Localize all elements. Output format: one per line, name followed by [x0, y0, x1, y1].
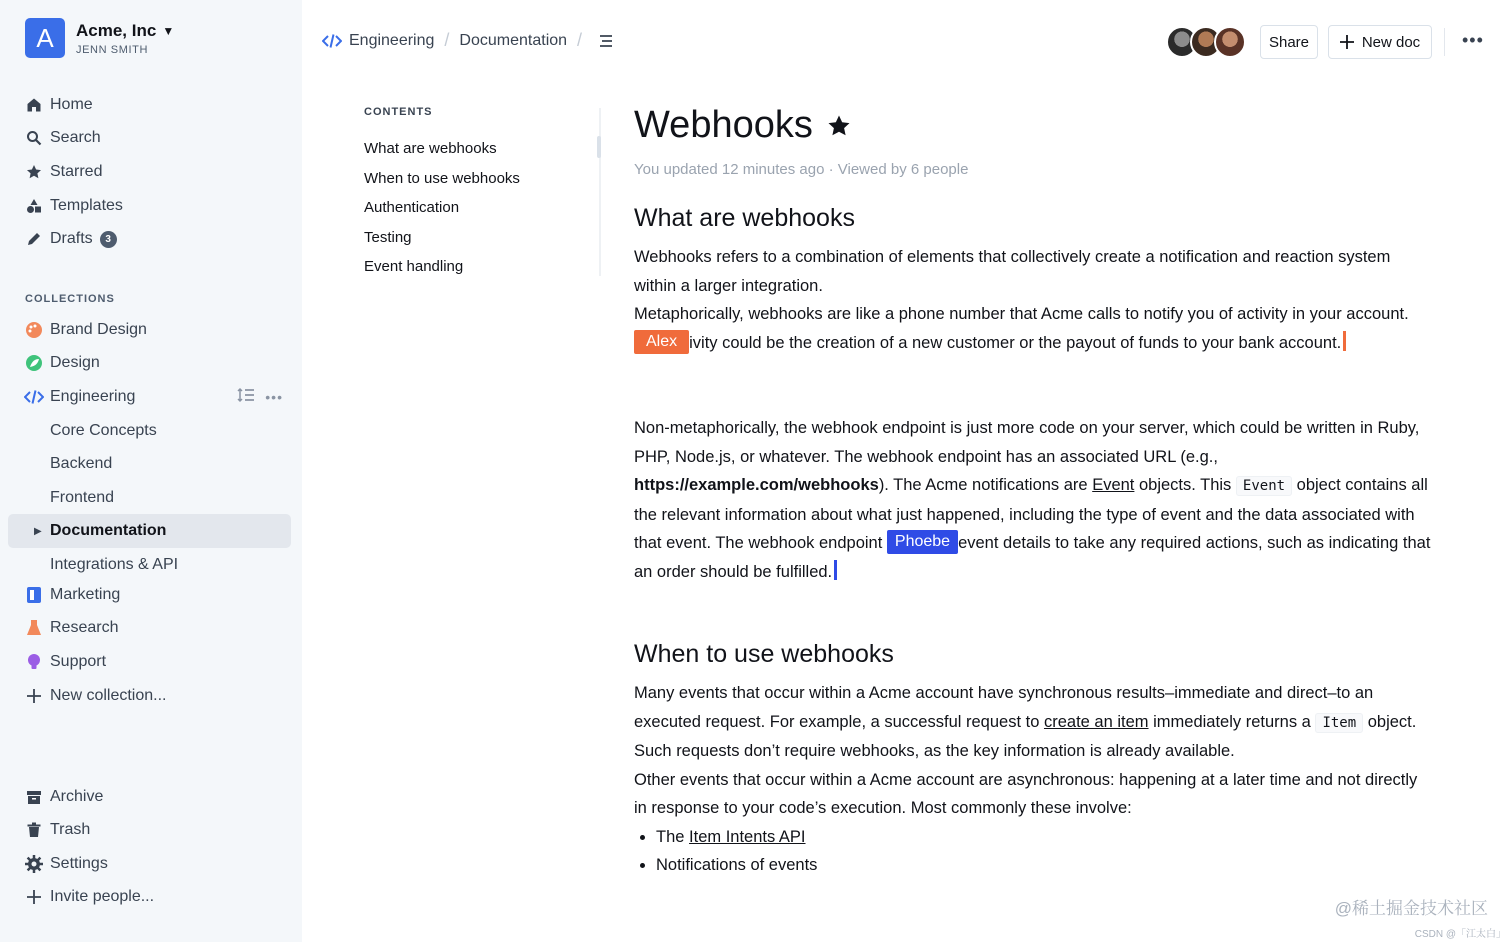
more-icon[interactable]: ••• [265, 389, 283, 405]
toc-item[interactable]: What are webhooks [364, 140, 497, 157]
doc-documentation[interactable] [8, 514, 291, 548]
doc-frontend-label: Frontend [50, 489, 115, 506]
toc-item[interactable]: Authentication [364, 199, 460, 216]
home-icon [24, 95, 44, 115]
doc-backend[interactable] [8, 447, 291, 481]
create-item-link[interactable]: create an item [1043, 712, 1149, 731]
list-text: The [656, 827, 690, 846]
collection-research[interactable] [8, 611, 291, 645]
inline-code: Event [1236, 476, 1292, 496]
sidebar [0, 0, 302, 942]
shapes-icon [24, 196, 44, 216]
toc-item[interactable]: Event handling [364, 258, 464, 275]
collection-brand-design[interactable] [8, 313, 291, 347]
breadcrumb-doc[interactable]: Documentation [459, 31, 568, 49]
nav-drafts-label: Drafts [50, 230, 93, 247]
watermark: CSDN @「江太白」 [1414, 929, 1506, 940]
invite-people-label: Invite people... [50, 888, 155, 905]
event-link[interactable]: Event [1092, 476, 1135, 494]
invite-people[interactable] [8, 880, 291, 914]
nav-starred[interactable] [8, 155, 291, 189]
collaborator-caret [1343, 331, 1346, 351]
collaborator-caret [834, 560, 837, 580]
paragraph-text: ). The Acme notifications are [878, 476, 1093, 494]
list-item: • Notifications of events [656, 851, 1434, 880]
paragraph-text: Non-metaphorically, the webhook endpoint is just more code on your server, which could be written in Ruby, PHP, Node.js, or whatever. The webhook endpoint has an associated URL (e.g., [634, 419, 1420, 466]
paragraph: Other events that occur within a Acme account are asynchronous: happening at a later time and not directly in response to your code’s execution. Most commonly these involve: [634, 770, 1418, 817]
nav-settings[interactable] [8, 847, 291, 881]
breadcrumb-separator: / [577, 30, 583, 50]
collection-brand-design-label: Brand Design [50, 321, 147, 338]
watermark: @稀土掘金技术社区 [1334, 899, 1488, 918]
nav-trash-label: Trash [50, 821, 91, 838]
new-collection-label: New collection... [50, 687, 167, 704]
paragraph-text: ivity could be the creation of a new customer or the payout of funds to your bank account. [689, 333, 1342, 352]
menu-icon[interactable] [598, 34, 614, 48]
breadcrumb [322, 30, 614, 51]
paragraph [634, 300, 1434, 357]
doc-frontend[interactable] [8, 481, 291, 515]
paragraph-text: event details to take any required actions, such as indicating that an order should be fulfilled. [634, 534, 1431, 581]
doc-core-concepts[interactable] [8, 414, 291, 448]
toc-heading: CONTENTS [364, 106, 433, 118]
table-of-contents [364, 106, 604, 288]
leaf-icon [24, 353, 44, 373]
breadcrumb-separator: / [444, 30, 450, 50]
toc-rail [599, 108, 601, 276]
doc-integrations[interactable] [8, 548, 291, 582]
breadcrumb-collection[interactable] [322, 32, 434, 50]
header-divider [1444, 28, 1445, 56]
collections-heading: COLLECTIONS [25, 293, 115, 305]
nav-archive-label: Archive [50, 788, 104, 805]
collection-engineering-label: Engineering [50, 388, 136, 405]
caret-down-icon: ▼ [162, 23, 175, 38]
cursor-label-alex: Alex [634, 330, 689, 354]
nav-home[interactable] [8, 88, 291, 122]
flask-icon [24, 618, 44, 638]
doc-core-concepts-label: Core Concepts [50, 422, 157, 439]
item-intents-link[interactable]: Item Intents API [689, 827, 806, 846]
sort-icon[interactable] [237, 387, 255, 408]
more-icon[interactable]: ••• [1462, 30, 1484, 50]
plus-icon [24, 887, 44, 907]
paragraph-text: Many events that occur within a Acme account have synchronous results–immediate and direct–to an executed request. For example, a successful request to [634, 684, 1374, 731]
inline-code: Item [1315, 713, 1363, 733]
paragraph-text: object. Such requests don’t require webhooks, as the key information is already available. [634, 712, 1417, 760]
nav-trash[interactable] [8, 813, 291, 847]
doc-documentation-label: Documentation [50, 522, 167, 539]
star-icon[interactable] [827, 114, 851, 138]
collection-support-label: Support [50, 653, 107, 670]
doc-integrations-label: Integrations & API [50, 556, 179, 573]
collection-research-label: Research [50, 619, 119, 636]
nav-search[interactable] [8, 121, 291, 155]
share-button[interactable]: Share [1260, 25, 1318, 59]
paragraph-text: Metaphorically, webhooks are like a phone number that Acme calls to notify you of activity in your account. [634, 305, 1409, 323]
paragraph [634, 679, 1434, 766]
code-icon [322, 33, 342, 49]
team-logo: A [25, 18, 65, 58]
doc-meta: You updated 12 minutes ago · Viewed by 6 people [634, 161, 969, 178]
plus-icon [24, 686, 44, 706]
team-name: Acme, Inc [76, 20, 157, 40]
team-switcher[interactable] [25, 18, 174, 58]
star-icon [24, 162, 44, 182]
nav-settings-label: Settings [50, 855, 108, 872]
paragraph-text: immediately returns a [1148, 712, 1316, 731]
archive-icon [24, 787, 44, 807]
cursor-label-phoebe: Phoebe [887, 530, 958, 554]
heading-what-are-webhooks: What are webhooks [634, 204, 855, 232]
drafts-count-badge: 3 [100, 231, 117, 248]
collection-marketing[interactable] [8, 578, 291, 612]
nav-templates[interactable] [8, 189, 291, 223]
code-icon [24, 387, 44, 407]
paragraph-text: objects. This [1134, 476, 1236, 494]
heading-when-to-use-webhooks: When to use webhooks [634, 640, 894, 668]
doc-backend-label: Backend [50, 455, 113, 472]
collection-support[interactable] [8, 645, 291, 679]
paragraph: Webhooks refers to a combination of elements that collectively create a notification and reaction system within a larger integration. [634, 248, 1391, 295]
breadcrumb-collection-label: Engineering [349, 31, 435, 49]
doc-title-row [634, 104, 1434, 147]
paragraph [634, 414, 1434, 586]
palette-icon [24, 320, 44, 340]
marketing-icon [24, 585, 44, 605]
list-item [656, 823, 1434, 852]
team-user: JENN SMITH [76, 43, 148, 56]
toc-indicator [597, 136, 601, 158]
nav-home-label: Home [50, 96, 93, 113]
nav-templates-label: Templates [50, 197, 123, 214]
collection-design[interactable] [8, 346, 291, 380]
new-doc-label: New doc [1361, 33, 1421, 51]
collaborator-avatars[interactable] [1166, 26, 1246, 58]
collection-design-label: Design [50, 354, 100, 371]
nav-starred-label: Starred [50, 163, 103, 180]
new-doc-button[interactable] [1328, 25, 1432, 59]
nav-archive[interactable] [8, 780, 291, 814]
header [302, 0, 1512, 84]
collection-marketing-label: Marketing [50, 586, 121, 603]
collection-engineering[interactable] [8, 380, 291, 414]
document[interactable] [634, 104, 1434, 880]
trash-icon [24, 820, 44, 840]
search-icon [24, 128, 44, 148]
toc-item[interactable]: Testing [364, 228, 412, 246]
avatar [1214, 26, 1246, 58]
nav-search-label: Search [50, 129, 101, 146]
nav-drafts[interactable] [8, 222, 291, 256]
url-text: https://example.com/webhooks [634, 476, 879, 494]
toc-item[interactable]: When to use webhooks [364, 169, 520, 187]
lightbulb-icon [24, 652, 44, 672]
new-collection[interactable] [8, 679, 291, 713]
paragraph-text: object contains all the relevant information about what just happened, including the type of event and the data associated with that event. The webhook endpoint [634, 476, 1428, 552]
pencil-icon [24, 229, 44, 249]
plus-icon [1340, 35, 1354, 49]
gear-icon [24, 854, 44, 874]
caret-right-icon[interactable]: ▶ [34, 525, 42, 537]
doc-title[interactable]: Webhooks [634, 104, 813, 146]
bullet-list [634, 823, 1434, 880]
